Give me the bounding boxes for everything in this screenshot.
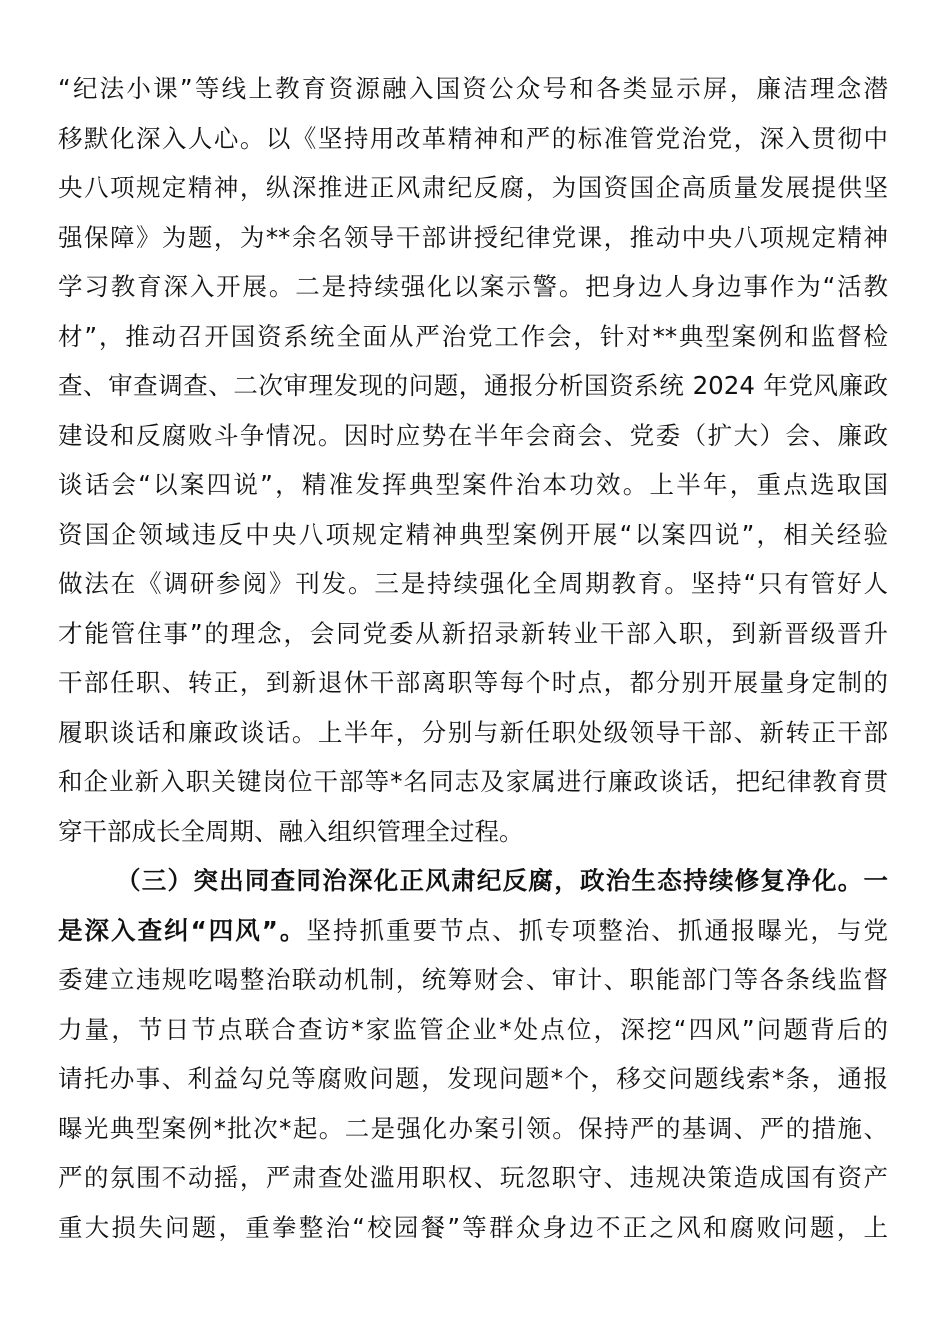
text-line: 移默化深入人心。以《坚持用改革精神和严的标准管党治党，深入贯彻中 [58,123,888,153]
paragraph-education [58,64,888,856]
document-page [58,64,888,1252]
text-line: 材”，推动召开国资系统全面从严治党工作会，针对**典型案例和监督检 [58,321,888,351]
text-line: 查、审查调查、二次审理发现的问题，通报分析国资系统 2024 年党风廉政 [58,371,888,400]
text-line: 履职谈话和廉政谈话。上半年，分别与新任职处级领导干部、新转正干部 [58,717,888,747]
text-line: 严的氛围不动摇，严肃查处滥用职权、玩忽职守、违规决策造成国有资产 [58,1163,888,1192]
text-line: 干部任职、转正，到新退休干部离职等每个时点，都分别开展量身定制的 [58,668,888,697]
text-line: 央八项规定精神，纵深推进正风肃纪反腐，为国资国企高质量发展提供坚 [58,173,888,202]
text-line: 建设和反腐败斗争情况。因时应势在半年会商会、党委（扩大）会、廉政 [58,420,888,450]
text-line: 强保障》为题，为**余名领导干部讲授纪律党课，推动中央八项规定精神 [58,222,888,252]
text-line: 委建立违规吃喝整治联动机制，统筹财会、审计、职能部门等各条线监督 [58,965,888,994]
paragraph-section-three [58,856,888,1252]
text-line-mixed [58,906,888,956]
text-line: 请托办事、利益勾兑等腐败问题，发现问题*个，移交问题线索*条，通报 [58,1064,888,1093]
section-heading: （三）突出同查同治深化正风肃纪反腐，政治生态持续修复净化。一 [116,866,888,895]
subheading-rest: 坚持抓重要节点、抓专项整治、抓通报曝光，与党 [306,915,888,945]
text-line: 曝光典型案例*批次*起。二是强化办案引领。保持严的基调、严的措施、 [58,1113,888,1143]
subheading-bold: 是深入查纠“四风”。 [58,915,307,945]
text-line-last: 穿干部成长全周期、融入组织管理全过程。 [58,816,524,846]
text-line: “纪法小课”等线上教育资源融入国资公众号和各类显示屏，廉洁理念潜 [58,74,888,103]
text-line: 资国企领域违反中央八项规定精神典型案例开展“以案四说”，相关经验 [58,519,888,549]
text-line: 力量，节日节点联合查访*家监管企业*处点位，深挖“四风”问题背后的 [58,1014,888,1044]
text-line: 才能管住事”的理念，会同党委从新招录新转业干部入职，到新晋级晋升 [58,618,888,648]
text-line: 学习教育深入开展。二是持续强化以案示警。把身边人身边事作为“活教 [58,272,888,301]
text-line: 和企业新入职关键岗位干部等*名同志及家属进行廉政谈话，把纪律教育贯 [58,767,888,796]
text-line: 谈话会“以案四说”，精准发挥典型案件治本功效。上半年，重点选取国 [58,470,888,499]
text-line: 做法在《调研参阅》刊发。三是持续强化全周期教育。坚持“只有管好人 [58,569,888,598]
text-line: 重大损失问题，重拳整治“校园餐”等群众身边不正之风和腐败问题，上 [58,1212,888,1242]
